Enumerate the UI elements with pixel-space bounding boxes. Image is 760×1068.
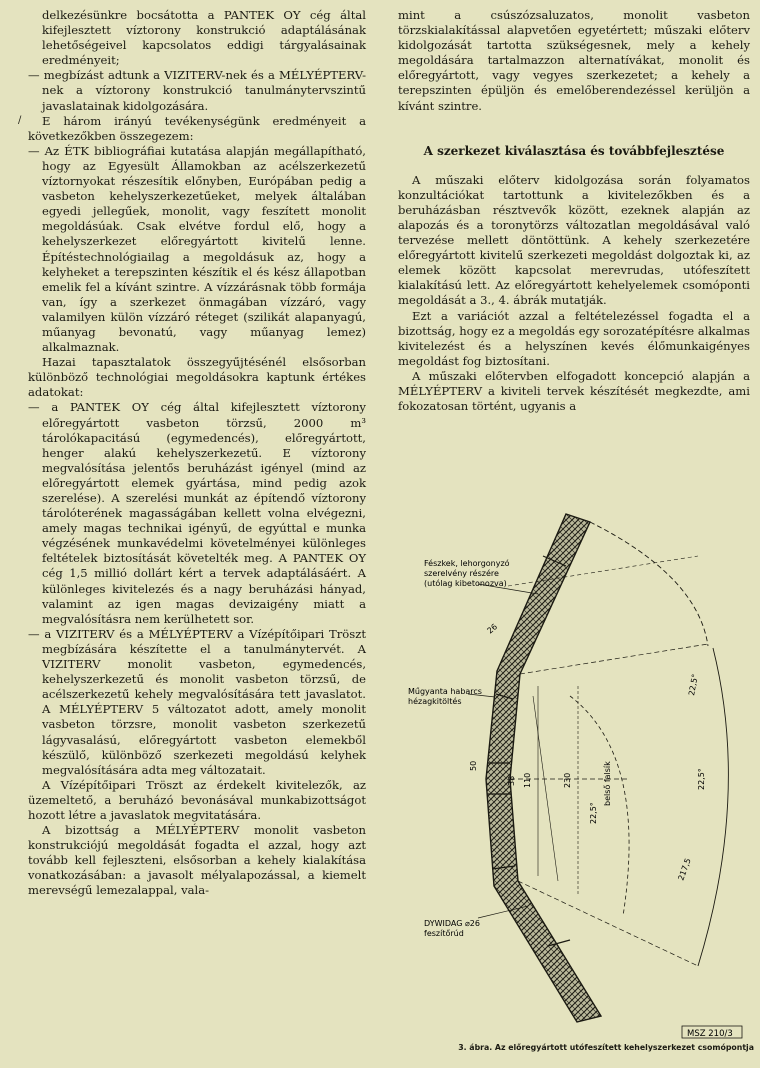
paragraph: E három irányú tevékenységünk eredményeit a következőkben összegezem: bbox=[28, 113, 366, 143]
chord-line bbox=[508, 556, 698, 586]
right-arc bbox=[698, 648, 728, 966]
dim-230: 230 bbox=[563, 772, 572, 788]
right-column-bottom bbox=[398, 173, 750, 415]
section-heading-line-1: A szerkezet kiválasztása és továbbfejlesztése bbox=[423, 143, 725, 158]
radial-line bbox=[520, 644, 708, 674]
label-dywidag-2: feszítőrúd bbox=[424, 929, 464, 938]
paragraph: Hazai tapasztalatok összegyűjtésénél elsősorban különböző technológiai megoldásokra kaptunk értékes adatokat: bbox=[28, 355, 366, 400]
dim-50: 50 bbox=[469, 760, 478, 771]
outer-arc bbox=[590, 522, 708, 646]
dim-110: 110 bbox=[523, 772, 532, 788]
section-heading bbox=[398, 144, 750, 159]
label-feszkek-2: szerelvény részére bbox=[424, 569, 499, 578]
label-feszkek-1: Fészkek, lehorgonyzó bbox=[424, 559, 510, 568]
paragraph: A műszaki előtervben elfogadott koncepció alapján a MÉLYÉPTERV a kiviteli tervek készítését megkezdte, ami fokozatosan történt, ugyanis a bbox=[398, 368, 750, 414]
paragraph: A Vízépítőipari Tröszt az érdekelt kivitelezők, az üzemeltető, a beruházó bevonásával munkabizottságot hozott létre a javaslatok megvitatására. bbox=[28, 777, 366, 822]
dim-belso-fal: belső falsík bbox=[603, 761, 612, 806]
paragraph: mint a csúszózsaluzatos, monolit vasbeton törzskialakítással alapvetően egyetértett; műszaki előterv kidolgozását tartotta szükségesnek, mely a kehely megoldására tartalmazzon alternatívákat, monolit és előregyártott, vagy vegyes szerkezetet; a kehely a terepszinten épüljön és emelőberendezéssel kerüljön a kívánt szintre. bbox=[398, 8, 750, 113]
dim-26: 26 bbox=[485, 622, 500, 636]
paragraph: Ezt a variációt azzal a feltételezéssel fogadta el a bizottság, hogy ez a megoldás egy sorozatépítésre alkalmas kivitelezést és a helyszínen kevés élőmunkaigényes megoldást fog biztosítani. bbox=[398, 308, 750, 368]
paragraph: delkezésünkre bocsátotta a PANTEK OY cég által kifejlesztett víztorony konstrukció adaptálásának lehetőségeivel kapcsolatos eddigi tárgyalásainak eredményeit; bbox=[42, 8, 366, 68]
paragraph: — a PANTEK OY cég által kifejlesztett víztorony előregyártott vasbeton törzsű, 2000 m³ tárolókapacitású (egymedencés), előregyártott, henger alakú kehelyszerkezetű. E víztorony megvalósítása jelentős beruházást igényel (mind az előregyártott elemek gyártása, mind pedig azok szerelése). A szerelési munkát az építendő víztorony tárolóterének magasságában kellett volna elvégezni, amely magas technikai igényű, de egyúttal e munka végzésének munkavédelmi követelményei különleges feltételek biztosítását követelték meg. A PANTEK OY cég 1,5 millió dollárt kért a tervek adaptálásáért. A különleges kivitelezés és a nagy beruházási hányad, valamint az igen magas devizaigény miatt a megvalósításra nem kerülhetett sor. bbox=[28, 400, 366, 626]
right-column-top bbox=[398, 8, 750, 114]
dim-225-c: 22,5° bbox=[589, 802, 598, 824]
dimension-line bbox=[533, 696, 558, 881]
label-mugyanta-1: Műgyanta habarcs bbox=[408, 687, 482, 696]
paragraph: A műszaki előterv kidolgozása során folyamatos konzultációkat tartottunk a kivitelezőkben és a beruházásban résztvevők között, ezeknek alapján az alapozás és a toronytörzs változatlan megoldásával való tervezése mellett döntöttünk. A kehely szerkezetére előregyártott kivitelű szerkezeti megoldást dolgoztak ki, az elemek között kapcsolat merevrudas, utófeszített kialakítású lett. Az előregyártott kehelyelemek csomóponti megoldását a 3., 4. ábrák mutatják. bbox=[398, 172, 750, 308]
paragraph: — megbízást adtunk a VIZITERV-nek és a MÉLYÉPTERV-nek a víztorony konstrukció tanulmánytervszintű javaslatainak kidolgozására. bbox=[28, 68, 366, 113]
dim-225-a: 22,5° bbox=[687, 673, 700, 697]
paragraph: — Az ÉTK bibliográfiai kutatása alapján megállapítható, hogy az Egyesült Államokban az acélszerkezetű víztornyokat részesítik előnyben, Európában pedig a vasbeton kehelyszerkezetűeket, melyek általában egyedi jellegűek, monolit, vagy feszített monolit megoldásúak. Csak elvétve fordul elő, hogy a kehelyszerkezet előregyártott kivitelű lenne. Építéstechnológiailag a megoldásuk az, hogy a kelyheket a terepszinten készítik el és kész állapotban emelik fel a kívánt szintre. A vízzárásnak több formája van, így a szerkezet önmagában vízzáró, vagy valamilyen külön vízzáró réteget (szilikát alapanyagú, műanyag bevonatú, vagy műanyag lemez) alkalmaznak. bbox=[28, 143, 366, 355]
margin-mark: / bbox=[18, 115, 22, 126]
paragraph: A bizottság a MÉLYÉPTERV monolit vasbeton konstrukciójú megoldását fogadta el azzal, hogy azt tovább kell fejleszteni, elsősorban a kehely kialakítása vonatkozásában: a javasolt mélyalapozással, a kiemelt merevségű lemezalappal, vala- bbox=[28, 823, 366, 898]
right-column bbox=[398, 8, 750, 414]
left-column bbox=[28, 8, 366, 899]
label-mugyanta-2: hézagkitöltés bbox=[408, 697, 462, 706]
figure-caption: 3. ábra. Az előregyártott utófeszített kehelyszerkezet csomópontja bbox=[458, 1043, 754, 1052]
paragraph: — a VIZITERV és a MÉLYÉPTERV a Vízépítőipari Tröszt megbízására készítette el a tanulmánytervét. A VIZITERV monolit vasbeton, egymedencés, kehelyszerkezetű és monolit vasbeton törzsű, de acélszerkezetű kehely megvalósítására tett javaslatot. A MÉLYÉPTERV 5 változatot adott, amely monolit vasbeton törzsre, monolit vasbeton szerkezetű lágyvasalású, előregyártott vasbeton elemekből készülő, különböző szerkezeti megoldású kelyhek megvalósítására adta meg változatait. bbox=[28, 626, 366, 777]
label-dywidag-1: DYWIDAG ⌀26 bbox=[424, 919, 480, 928]
label-feszkek-3: (utólag kibetonozva) bbox=[424, 579, 507, 588]
dim-38: 38 bbox=[507, 775, 516, 786]
inner-arc bbox=[570, 696, 629, 916]
dim-225-b: 22,5° bbox=[697, 768, 706, 790]
wall-section bbox=[486, 514, 601, 1022]
stamp-text: MSZ 210/3 bbox=[687, 1029, 733, 1039]
figure-node-drawing bbox=[398, 496, 754, 1058]
dim-2175: 217,5 bbox=[676, 857, 693, 882]
